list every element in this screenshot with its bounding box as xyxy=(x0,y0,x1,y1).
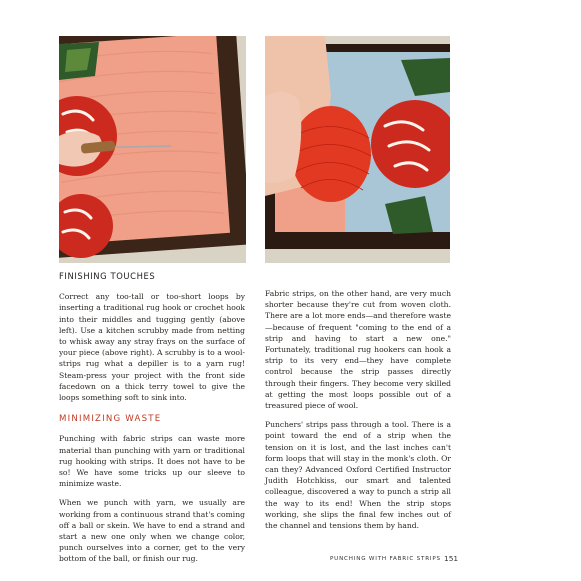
section-heading: FINISHING TOUCHES xyxy=(59,271,156,281)
paragraph: When we punch with yarn, we usually are working from a continuous strand that's coming off a ball or skein. We have to end a strand and start a new one only when we change color, punch ourselves into a corner, get to the very bottom of the ball, or finish our rug. xyxy=(59,498,245,564)
subheading: MINIMIZING WASTE xyxy=(59,414,162,425)
paragraph: Fabric strips, on the other hand, are very much shorter because they're cut from woven cloth. There are a lot more ends—and therefore waste—because of frequent "coming to the end of a strip and having to start a new one." Fortunately, traditional rug hookers can hook a strip to its very end—they have complete control because the strip passes directly through their fingers. They become very skilled at getting the most loops possible out of a treasured piece of wool. xyxy=(265,289,451,411)
photo-rug-hook-correcting-loops xyxy=(59,36,246,263)
photo-scrubby-on-rug xyxy=(265,36,450,263)
paragraph: Punching with fabric strips can waste more material than punching with yarn or traditional rug hooking with strips. It does not have to be so! We have some tricks up our sleeve to minimize waste. xyxy=(59,434,245,489)
paragraph: Punchers' strips pass through a tool. There is a point toward the end of a strip when the tension on it is lost, and the last inches can't form loops that will stay in the monk's cloth. Or can they? Advanced Oxford Certified Instructor Judith Hotchkiss, our smart and talented colleague, discovered a way to punch a strip all the way to its end! When the strip stops working, she slips the final few inches out of the channel and tensions them by hand. xyxy=(265,420,451,531)
page-number: 151 xyxy=(444,554,459,563)
text-column-right xyxy=(265,288,451,539)
text-column-left xyxy=(59,270,245,573)
paragraph: Correct any too-tall or too-short loops by inserting a traditional rug hook or crochet hook into their middles and tugging gently (above left). Use a kitchen scrubby made from netting to whisk away any stray frays on the surface of your piece (above right). A scrubby is to a wool-strips rug what a depiller is to a yarn rug! Steam-press your project with the front side facedown on a thick terry towel to give the loops something soft to sink into. xyxy=(59,292,245,403)
running-footer: PUNCHING WITH FABRIC STRIPS xyxy=(330,556,441,562)
